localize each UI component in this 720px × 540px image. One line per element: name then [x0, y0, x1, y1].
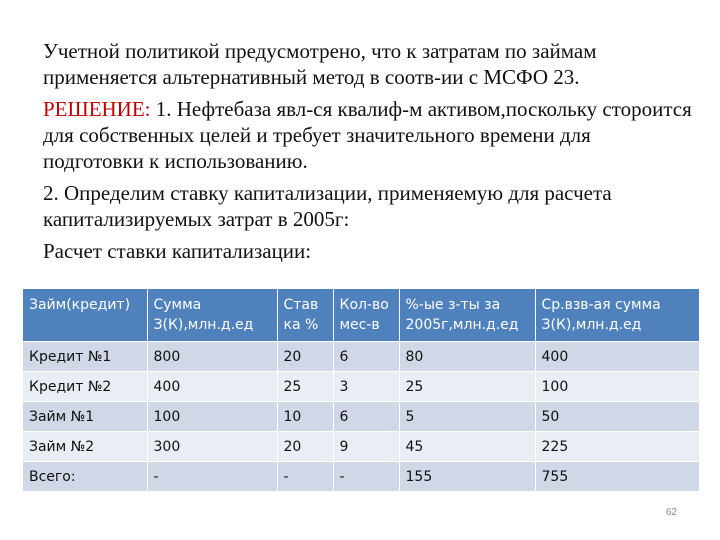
cell-weighted-amount: 100 — [535, 372, 699, 402]
cell-loan: Всего: — [23, 462, 147, 492]
slide-text — [43, 38, 693, 270]
cell-weighted-amount: 755 — [535, 462, 699, 492]
paragraph-accounting-policy: Учетной политикой предусмотрено, что к затратам по займам применяется альтернативный метод в соотв-ии с МСФО 23. — [43, 39, 597, 89]
cell-interest: 5 — [399, 402, 535, 432]
cell-loan: Кредит №1 — [23, 342, 147, 372]
header-months: Кол-во мес-в — [333, 289, 399, 342]
cell-loan: Займ №1 — [23, 402, 147, 432]
cell-rate: 20 — [277, 342, 333, 372]
table-row — [23, 432, 699, 462]
cell-interest: 80 — [399, 342, 535, 372]
header-amount: Сумма З(К),млн.д.ед — [147, 289, 277, 342]
cell-rate: - — [277, 462, 333, 492]
cell-weighted-amount: 50 — [535, 402, 699, 432]
cell-interest: 155 — [399, 462, 535, 492]
cell-months: - — [333, 462, 399, 492]
solution-label: РЕШЕНИЕ: — [43, 97, 151, 121]
table-row — [23, 372, 699, 402]
header-weighted-amount: Ср.взв-ая сумма З(К),млн.д.ед — [535, 289, 699, 342]
cell-rate: 20 — [277, 432, 333, 462]
cell-interest: 45 — [399, 432, 535, 462]
cell-loan: Займ №2 — [23, 432, 147, 462]
cell-weighted-amount: 400 — [535, 342, 699, 372]
cell-amount: 400 — [147, 372, 277, 402]
cell-amount: 800 — [147, 342, 277, 372]
capitalization-rate-table — [23, 289, 699, 491]
solution-text: 1. Нефтебаза явл-ся квалиф-м активом,поскольку стороится для собственных целей и требует значительного времени для подготовки к использованию. — [43, 97, 692, 173]
cell-months: 3 — [333, 372, 399, 402]
cell-months: 9 — [333, 432, 399, 462]
header-rate: Став ка % — [277, 289, 333, 342]
table-total-row — [23, 462, 699, 492]
page-number: 62 — [665, 507, 677, 518]
cell-amount: - — [147, 462, 277, 492]
paragraph-solution — [43, 96, 693, 174]
cell-weighted-amount: 225 — [535, 432, 699, 462]
cell-loan: Кредит №2 — [23, 372, 147, 402]
cell-amount: 100 — [147, 402, 277, 432]
table-row — [23, 402, 699, 432]
cell-rate: 10 — [277, 402, 333, 432]
table-caption: Расчет ставки капитализации: — [43, 239, 312, 263]
cell-months: 6 — [333, 342, 399, 372]
table-row — [23, 342, 699, 372]
table-header-row — [23, 289, 699, 342]
cell-amount: 300 — [147, 432, 277, 462]
cell-rate: 25 — [277, 372, 333, 402]
cell-months: 6 — [333, 402, 399, 432]
header-loan: Займ(кредит) — [23, 289, 147, 342]
cell-interest: 25 — [399, 372, 535, 402]
header-interest: %-ые з-ты за 2005г,млн.д.ед — [399, 289, 535, 342]
paragraph-capitalization-rate: 2. Определим ставку капитализации, применяемую для расчета капитализируемых затрат в 2005г: — [43, 181, 612, 231]
